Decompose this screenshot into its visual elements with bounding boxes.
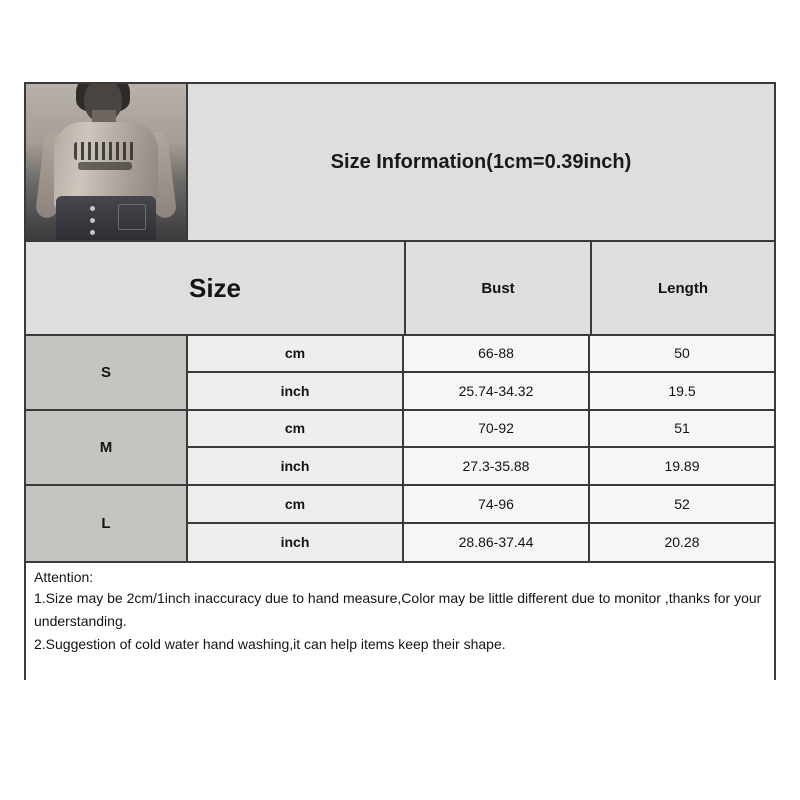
length-value: 50 xyxy=(590,336,774,371)
unit-cell: cm xyxy=(188,336,404,371)
jeans-button-top xyxy=(90,206,95,211)
bust-value: 66-88 xyxy=(404,336,590,371)
jeans-button-bottom xyxy=(90,230,95,235)
size-l-cm-row xyxy=(188,486,774,524)
table-row xyxy=(26,336,774,411)
length-value: 51 xyxy=(590,411,774,446)
attention-line-1: 1.Size may be 2cm/1inch inaccuracy due to hand measure,Color may be little different due to monitor ,thanks for your understanding. xyxy=(34,590,762,630)
unit-cell: cm xyxy=(188,411,404,446)
attention-section xyxy=(26,561,774,703)
size-s-measurements xyxy=(188,336,774,409)
chart-top-band xyxy=(26,84,774,242)
length-value: 20.28 xyxy=(590,524,774,562)
size-m-inch-row xyxy=(188,448,774,484)
unit-cell: inch xyxy=(188,524,404,562)
chart-title: Size Information(1cm=0.39inch) xyxy=(330,150,632,173)
size-label-m: M xyxy=(26,411,188,484)
top-graphic-print xyxy=(74,142,136,160)
column-header-bust: Bust xyxy=(406,242,592,334)
table-row xyxy=(26,486,774,561)
bust-value: 74-96 xyxy=(404,486,590,522)
jeans-pocket xyxy=(118,204,146,230)
table-row xyxy=(26,411,774,486)
unit-cell: inch xyxy=(188,448,404,484)
bust-value: 27.3-35.88 xyxy=(404,448,590,484)
size-m-cm-row xyxy=(188,411,774,448)
product-photo-image xyxy=(26,84,186,240)
attention-title: Attention: xyxy=(34,569,94,585)
length-value: 19.5 xyxy=(590,373,774,409)
chart-title-cell xyxy=(188,84,774,240)
bust-value: 25.74-34.32 xyxy=(404,373,590,409)
column-header-length: Length xyxy=(658,279,708,297)
size-s-cm-row xyxy=(188,336,774,373)
size-m-measurements xyxy=(188,411,774,484)
size-label-l: L xyxy=(26,486,188,561)
length-value: 52 xyxy=(590,486,774,522)
size-label-s: S xyxy=(26,336,188,409)
size-chart xyxy=(24,82,776,680)
table-header-row xyxy=(26,242,774,336)
attention-line-2: 2.Suggestion of cold water hand washing,it can help items keep their shape. xyxy=(34,636,506,653)
unit-cell: cm xyxy=(188,486,404,522)
size-s-inch-row xyxy=(188,373,774,409)
size-l-measurements xyxy=(188,486,774,561)
bust-value: 70-92 xyxy=(404,411,590,446)
length-value: 19.89 xyxy=(590,448,774,484)
size-l-inch-row xyxy=(188,524,774,562)
top-graphic-print-secondary xyxy=(78,162,132,170)
product-photo xyxy=(26,84,188,240)
unit-cell: inch xyxy=(188,373,404,409)
column-header-size: Size xyxy=(26,242,406,334)
jeans-button-middle xyxy=(90,218,95,223)
bust-value: 28.86-37.44 xyxy=(404,524,590,562)
